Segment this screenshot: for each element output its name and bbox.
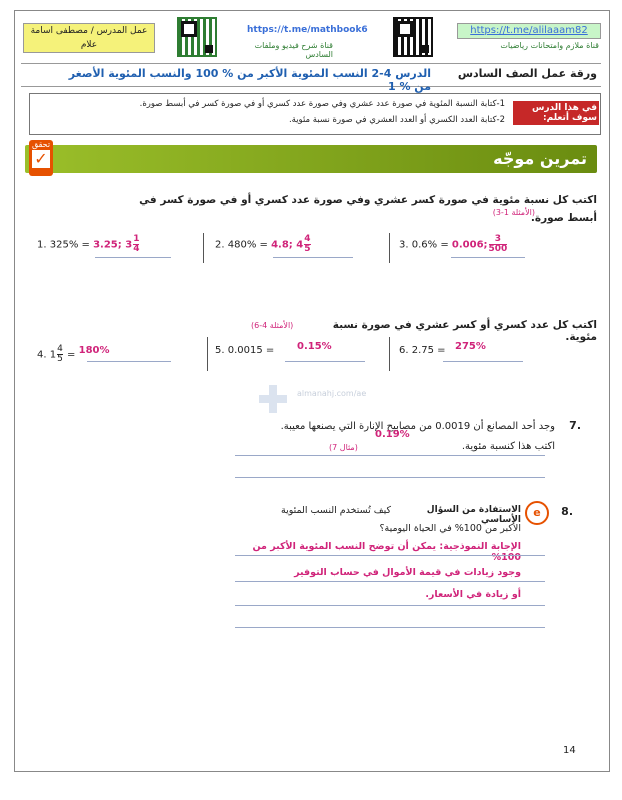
exercise-4-whole: 1 xyxy=(49,349,57,361)
section1-ref: (الأمثلة 1-3) xyxy=(492,208,535,217)
exercise-5-question: 0.0015 = xyxy=(227,345,275,356)
q7-answer: 0.19% xyxy=(375,429,410,440)
answer-line-2 xyxy=(273,257,353,258)
exercise-4-num: 4. xyxy=(37,349,47,361)
answer-line-3 xyxy=(451,257,525,258)
exercise-3-answer: 0.006; xyxy=(451,239,488,251)
exercise-3-num: 3. xyxy=(399,239,409,251)
qr-code-right xyxy=(393,17,433,57)
q7-text: وجد أحد المصانع أن 0.0019 من مصابيح الإنارة التي يصنعها معيبة. xyxy=(280,421,555,432)
section2-instruction: اكتب كل عدد كسري أو كسر عشري في صورة نسبة مئوية. xyxy=(332,319,597,343)
q8-icon: e xyxy=(525,501,549,525)
q8-answer-line-1 xyxy=(235,555,545,556)
section2-ref: (الأمثلة 4-6) xyxy=(251,321,294,330)
exercise-3 xyxy=(399,235,508,254)
watermark-logo xyxy=(259,385,287,413)
lesson-title: الدرس 4-2 النسب المئوية الأكبر من % 100 والنسب المئوية الأصغر من % 1 xyxy=(68,67,431,93)
exercise-1-answer: 3.25; 3 xyxy=(93,239,133,251)
q8-answer-1: الإجابة النموذجية: يمكن أن توضح النسب المئوية الأكبر من 100% xyxy=(252,541,521,563)
answer-line-5 xyxy=(285,361,365,362)
exercise-4-fraction: $\frac{4}{5}$ xyxy=(57,344,63,364)
divider-2 xyxy=(389,233,390,263)
caption-right: قناة ملازم وامتحانات رياضيات xyxy=(500,41,599,50)
q7-text2: اكتب هذا كنسبة مئوية. xyxy=(461,441,555,452)
answer-line-4 xyxy=(87,361,171,362)
page-number: 14 xyxy=(563,745,576,756)
exercise-4-equals: = xyxy=(67,349,76,361)
q7-answer-line-2 xyxy=(235,477,545,478)
exercise-3-question: 0.6% = xyxy=(411,239,449,251)
checkmark-icon: ✓ xyxy=(32,150,50,168)
caption-center: قناة شرح فيديو وملفات السادس xyxy=(254,41,333,59)
exercise-6-question: 2.75 = xyxy=(411,345,446,356)
answer-line-6 xyxy=(443,361,523,362)
objectives-label: في هذا الدرس سوف أتعلم: xyxy=(513,101,599,125)
q8-label: الاستفادة من السؤال الأساسي xyxy=(426,505,521,525)
q8-text: كيف تُستخدم النسب المئوية xyxy=(280,505,391,516)
check-label: تحقق xyxy=(31,140,51,149)
check-badge xyxy=(29,140,53,176)
exercise-5-num: 5. xyxy=(215,345,225,356)
q7-answer-line-1 xyxy=(235,455,545,456)
exercise-1-question: 325% = xyxy=(49,239,90,251)
exercise-2 xyxy=(215,235,312,254)
divider-3 xyxy=(207,337,208,371)
exercise-1-fraction: $\frac{1}{4}$ xyxy=(133,234,140,254)
watermark-text: almanahj.com/ae xyxy=(297,389,367,398)
exercise-2-fraction: $\frac{4}{5}$ xyxy=(304,234,311,254)
telegram-link-center[interactable]: https://t.me/mathbook6 xyxy=(247,25,368,35)
exercise-3-fraction: $\frac{3}{500}$ xyxy=(488,234,508,254)
exercise-4-answer: 180% xyxy=(78,345,110,356)
q8-answer-3: أو زيادة في الأسعار. xyxy=(425,589,521,600)
exercise-2-num: 2. xyxy=(215,239,225,251)
objective-1: 1-كتابة النسبة المئوية في صورة عدد عشري وفي صورة عدد كسري أو في صورة كسر في أبسط صورة. xyxy=(139,99,505,109)
divider-1 xyxy=(203,233,204,263)
qr-code-left xyxy=(177,17,217,57)
banner-title: تمرين موجّه xyxy=(493,149,587,168)
objective-2: 2-كتابة العدد الكسري أو العدد العشري في صورة نسبة مئوية. xyxy=(288,115,505,125)
worksheet-title: ورقة عمل الصف السادس xyxy=(457,67,597,80)
worksheet-page xyxy=(14,10,610,772)
exercise-6 xyxy=(399,345,446,356)
exercise-6-num: 6. xyxy=(399,345,409,356)
q8-answer-line-2 xyxy=(235,581,545,582)
q8-answer-2: وجود زيادات في قيمة الأموال في حساب التوفير xyxy=(294,567,521,578)
q8-number: .8 xyxy=(561,505,573,518)
divider-4 xyxy=(389,337,390,371)
teacher-box: عمل المدرس / مصطفى اسامة علام xyxy=(23,23,155,53)
exercise-5-answer: 0.15% xyxy=(297,341,332,352)
exercise-1 xyxy=(37,235,140,254)
exercise-2-answer: 4.8; 4 xyxy=(271,239,304,251)
q8-answer-line-4 xyxy=(235,627,545,628)
exercise-6-answer: 275% xyxy=(455,341,486,352)
exercise-2-question: 480% = xyxy=(227,239,268,251)
answer-line-1 xyxy=(95,257,171,258)
q7-number: .7 xyxy=(569,419,581,432)
q7-ref: (مثال 7) xyxy=(329,443,358,452)
section1-instruction: اكتب كل نسبة مئوية في صورة كسر عشري وفي صورة عدد كسري أو في صورة كسر في أبسط صورة. xyxy=(139,194,597,224)
exercise-1-num: 1. xyxy=(37,239,47,251)
telegram-link-right[interactable]: https://t.me/alilaaam82 xyxy=(457,23,601,39)
q8-answer-line-3 xyxy=(235,605,545,606)
q8-text2: الأكبر من 100% في الحياة اليومية؟ xyxy=(379,523,521,534)
exercise-5 xyxy=(215,345,274,356)
